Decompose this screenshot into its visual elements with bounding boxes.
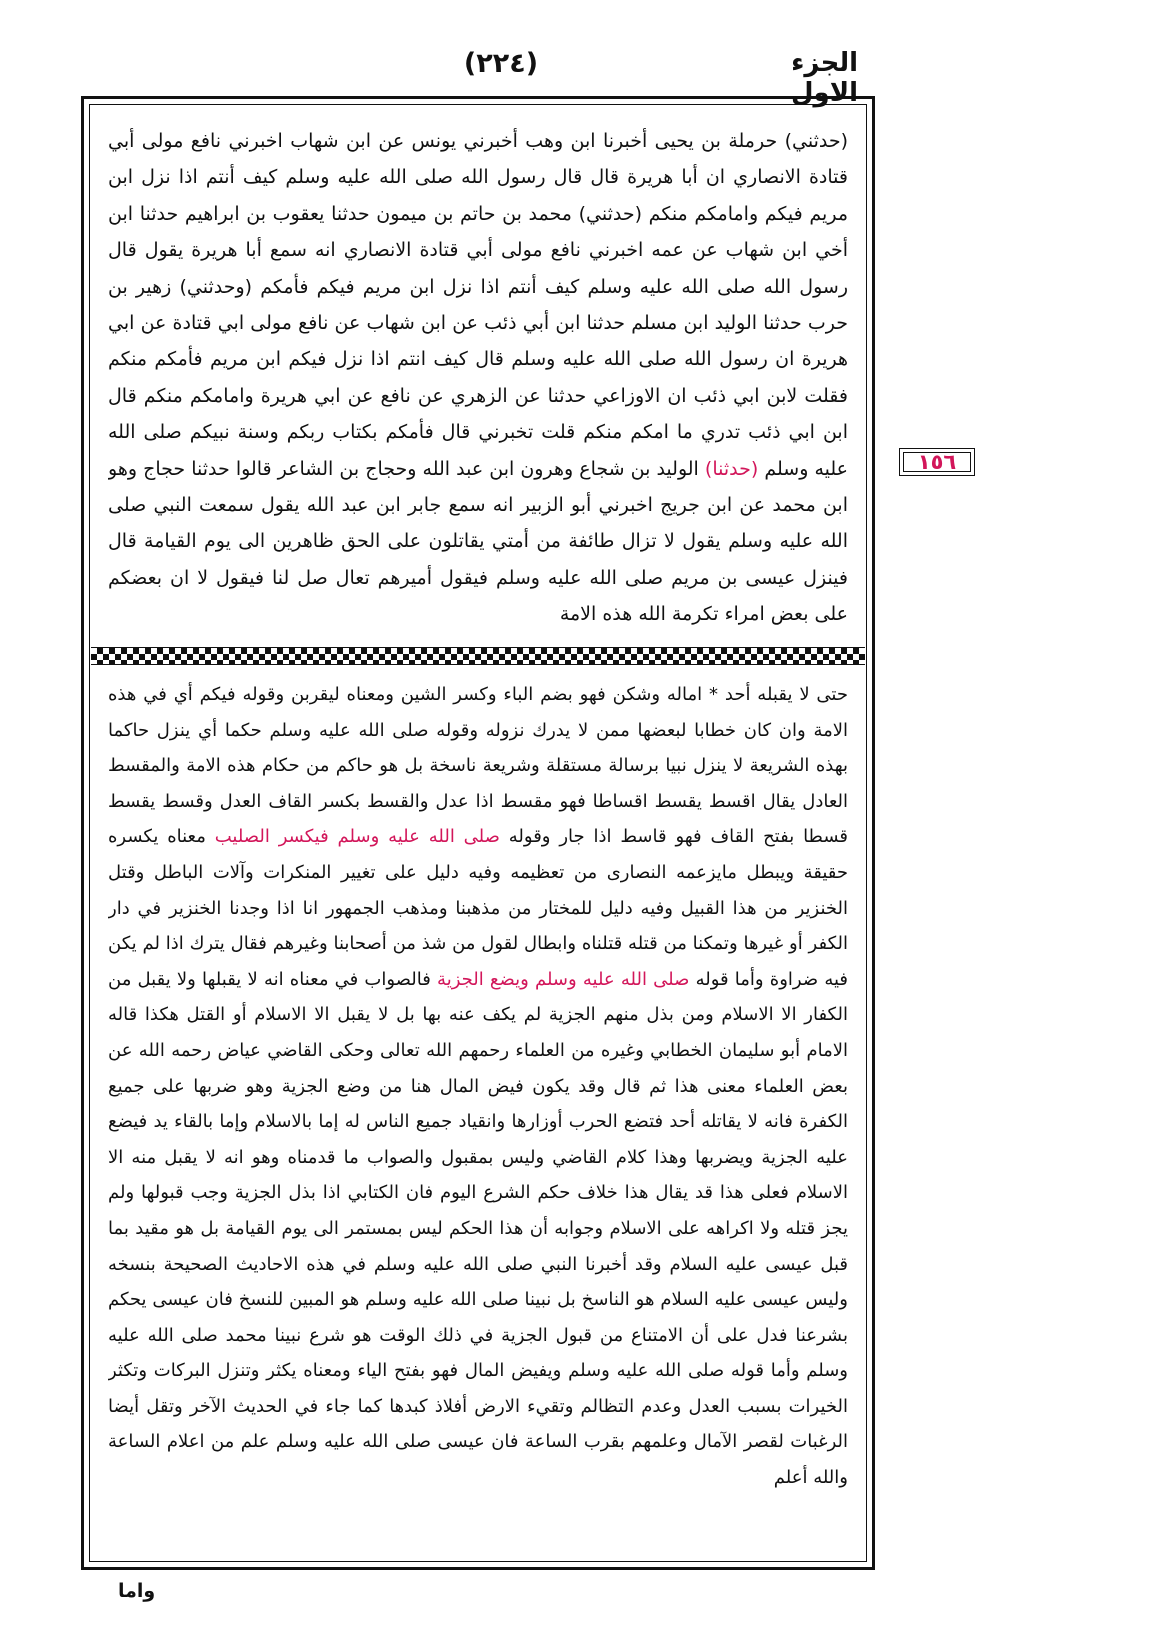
hadith-part-2: الوليد بن شجاع وهرون ابن عبد الله وحجاج بن الشاعر قالوا حدثنا حجاج وهو ابن محمد عن ابن جريج اخبرني أبو الزبير انه سمع جابر ابن عبد الله يقول سمعت النبي صلى الله عليه وسلم يقول لا تزال طائفة من أمتي يقاتلون على الحق ظاهرين الى يوم القيامة قال فينزل عيسى بن مريم صلى الله عليه وسلم فيقول أميرهم تعال صل لنا فيقول لا ان بعضكم على بعض امراء تكرمة الله هذه الامة xyxy=(108,457,848,626)
page-number: (٢٢٤) xyxy=(463,48,539,79)
hadith-number: ١٥٦ xyxy=(903,452,971,472)
volume-title: الجزء الاول xyxy=(791,48,858,108)
checkered-separator xyxy=(91,647,865,665)
catchword: واما xyxy=(118,1580,156,1602)
commentary-highlight-1: صلى الله عليه وسلم فيكسر الصليب xyxy=(214,826,500,848)
hadith-text xyxy=(108,123,848,639)
hadith-number-badge xyxy=(899,448,975,476)
commentary-paragraph xyxy=(108,677,848,1496)
commentary-highlight-2: صلى الله عليه وسلم ويضع الجزية xyxy=(437,968,690,990)
commentary-part-3: فالصواب في معناه انه لا يقبلها ولا يقبل من الكفار الا الاسلام ومن بذل منهم الجزية لم يكف عنه بها بل لا يقبل الا الاسلام أو القتل هكذا قاله الامام أبو سليمان الخطابي وغيره من العلماء رحمهم الله تعالى وحكى القاضي عياض رحمه الله عن بعض العلماء معنى هذا ثم قال وقد يكون فيض المال هنا من وضع الجزية وهو ضربها على جميع الكفرة فانه لا يقاتله أحد فتضع الحرب أوزارها وانقياد جميع الناس له إما بالاسلام وإما بالقاء يد فيضع عليه الجزية ويضربها وهذا كلام القاضي وليس بمقبول والصواب ما قدمناه وهو انه لا يقبل منه الا الاسلام فعلى هذا قد يقال هذا خلاف حكم الشرع اليوم فان الكتابي اذا بذل الجزية وجب قبولها ولم يجز قتله ولا اكراهه على الاسلام وجوابه أن هذا الحكم ليس بمستمر الى يوم القيامة بل هو مقيد بما قبل عيسى عليه السلام وقد أخبرنا النبي صلى الله عليه وسلم في هذه الاحاديث الصحيحة بنسخه وليس عيسى عليه السلام هو الناسخ بل نبينا صلى الله عليه وسلم هو المبين للنسخ فان عيسى يحكم بشرعنا فدل على أن الامتناع من قبول الجزية في ذلك الوقت هو شرع نبينا محمد صلى الله عليه وسلم وأما قوله صلى الله عليه وسلم ويفيض المال فهو بفتح الياء ومعناه يكثر وتنزل البركات وتكثر الخيرات بسبب العدل وعدم التظالم وتقيء الارض أفلاذ كبدها كما جاء في الحديث الآخر وتقل أيضا الرغبات لقصر الآمال وعلمهم بقرب الساعة فان عيسى صلى الله عليه وسلم علم من اعلام الساعة والله أعلم xyxy=(108,968,848,1489)
hadith-part-1: (حدثني) حرملة بن يحيى أخبرنا ابن وهب أخبرني يونس عن ابن شهاب اخبرني نافع مولى أبي قتادة الانصاري ان أبا هريرة قال قال رسول الله صلى الله عليه وسلم كيف أنتم اذا نزل ابن مريم فيكم وامامكم منكم (حدثني) محمد بن حاتم بن ميمون حدثنا يعقوب بن ابراهيم حدثنا ابن أخي ابن شهاب عن عمه اخبرني نافع مولى أبي قتادة الانصاري انه سمع أبا هريرة يقول قال رسول الله صلى الله عليه وسلم كيف أنتم اذا نزل ابن مريم فيكم فأمكم (وحدثني) زهير بن حرب حدثنا الوليد ابن مسلم حدثنا ابن أبي ذئب عن ابن شهاب عن نافع مولى ابي قتادة عن ابي هريرة ان رسول الله صلى الله عليه وسلم قال كيف انتم اذا نزل فيكم ابن مريم فأمكم منكم فقلت لابن ابي ذئب ان الاوزاعي حدثنا عن الزهري عن نافع عن ابي هريرة وامامكم منكم قال ابن ابي ذئب تدري ما امكم منكم قلت تخبرني قال فأمكم بكتاب ربكم وسنة نبيكم صلى الله عليه وسلم xyxy=(108,130,848,480)
page-frame xyxy=(81,96,875,1570)
hadith-highlight: (حدثنا) xyxy=(704,457,759,480)
commentary-part-2: معناه يكسره حقيقة ويبطل مايزعمه النصارى من تعظيمه وفيه دليل على تغيير المنكرات وآلات الباطل وقتل الخنزير من هذا القبيل وفيه دليل للمختار من مذهبنا ومذهب الجمهور انا اذا وجدنا الخنزير في دار الكفر أو غيرها وتمكنا من قتله قتلناه وابطال لقول من شذ من أصحابنا وغيرهم فقال يترك اذا لم يكن فيه ضراوة وأما قوله xyxy=(108,826,848,990)
hadith-paragraph xyxy=(108,123,848,633)
commentary-part-1: حتى لا يقبله أحد * اماله وشكن فهو بضم الباء وكسر الشين ومعناه ليقربن وقوله فيكم أي في هذه الامة وان كان خطابا لبعضها ممن لا يدرك نزوله وقوله صلى الله عليه وسلم حكما أي ينزل حاكما بهذه الشريعة لا ينزل نبيا برسالة مستقلة وشريعة ناسخة بل هو حاكم من حكام هذه الامة والمقسط العادل يقال اقسط يقسط اقساطا فهو مقسط اذا عدل والقسط بكسر القاف العدل وقسط يقسط قسطا بفتح القاف فهو قاسط اذا جار وقوله xyxy=(108,684,848,848)
commentary-text xyxy=(108,677,848,1537)
